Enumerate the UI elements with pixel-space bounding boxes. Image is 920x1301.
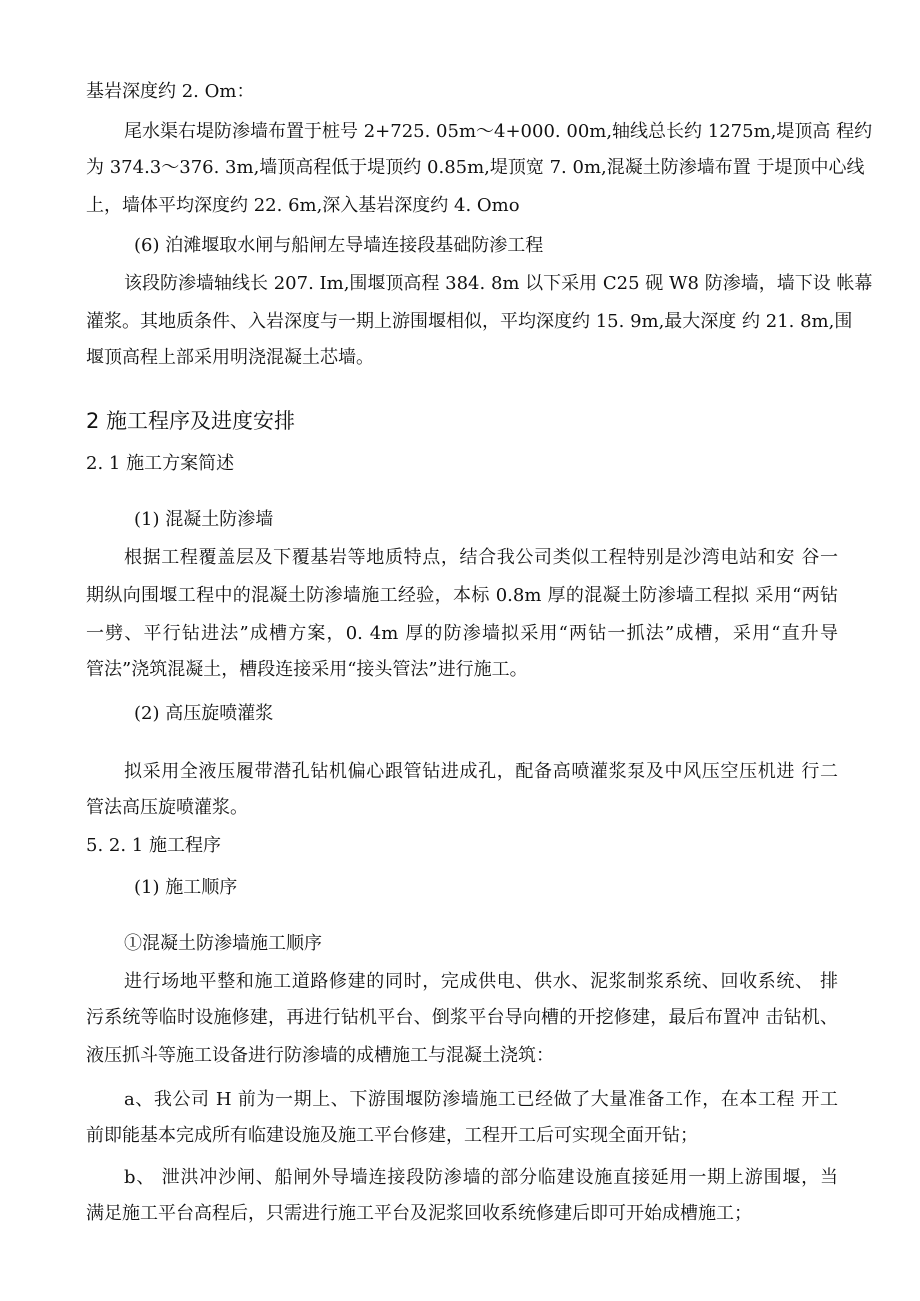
text-line: 堰顶高程上部采用明浇混凝土芯墙。	[86, 347, 374, 368]
text-line: ①混凝土防渗墙施工顺序	[124, 933, 322, 954]
list-item-heading: (2) 高压旋喷灌浆	[134, 703, 274, 724]
text-line: 基岩深度约 2. Om：	[86, 81, 255, 102]
text-line: 为 374.3～376. 3m,墙顶高程低于堤顶约 0.85m,堤顶宽 7. 0m,混凝土防渗墙布置 于堤顶中心线	[86, 157, 865, 178]
section-heading: 2 施工程序及进度安排	[86, 409, 296, 433]
list-item-heading: (6) 泊滩堰取水闸与船闸左导墙连接段基础防渗工程	[134, 235, 544, 256]
list-item-heading: (1) 施工顺序	[134, 877, 238, 898]
text-line: 灌浆。其地质条件、入岩深度与一期上游围堰相似，平均深度约 15. 9m,最大深度 约 21. 8m,围	[86, 311, 853, 332]
text-line: 拟采用全液压履带潜孔钻机偏心跟管钻进成孔，配备高喷灌浆泵及中风压空压机进 行二	[124, 761, 838, 782]
text-line: 根据工程覆盖层及下覆基岩等地质特点，结合我公司类似工程特别是沙湾电站和安 谷一	[124, 547, 838, 568]
list-item-heading: (1) 混凝土防渗墙	[134, 509, 274, 530]
text-line: 满足施工平台高程后，只需进行施工平台及泥浆回收系统修建后即可开始成槽施工；	[86, 1203, 752, 1224]
subsection-heading: 2. 1 施工方案简述	[86, 453, 235, 474]
text-line: 尾水渠右堤防渗墙布置于桩号 2+725. 05m～4+000. 00m,轴线总长约 1275m,堤顶高 程约	[124, 121, 873, 142]
text-line: 一劈、平行钻进法”成槽方案，0. 4m 厚的防渗墙拟采用“两钻一抓法”成槽，采用“直升导	[86, 623, 838, 644]
text-line: b、 泄洪冲沙闸、船闸外导墙连接段防渗墙的部分临建设施直接延用一期上游围堰，当	[124, 1167, 838, 1188]
text-line: 液压抓斗等施工设备进行防渗墙的成槽施工与混凝土浇筑：	[86, 1045, 554, 1066]
text-line: 管法”浇筑混凝土，槽段连接采用“接头管法”进行施工。	[86, 659, 528, 680]
subsection-heading: 5. 2. 1 施工程序	[86, 835, 221, 856]
text-line: 前即能基本完成所有临建设施及施工平台修建，工程开工后可实现全面开钻；	[86, 1125, 698, 1146]
text-line: 期纵向围堰工程中的混凝土防渗墙施工经验，本标 0.8m 厚的混凝土防渗墙工程拟 采用“两钻	[86, 585, 838, 606]
text-line: 管法高压旋喷灌浆。	[86, 797, 248, 818]
text-line: 污系统等临时设施修建，再进行钻机平台、倒浆平台导向槽的开挖修建，最后布置冲 击钻机、	[86, 1007, 838, 1028]
text-line: 进行场地平整和施工道路修建的同时，完成供电、供水、泥浆制浆系统、回收系统、 排	[124, 971, 838, 992]
text-line: 该段防渗墙轴线长 207. Im,围堰顶高程 384. 8m 以下采用 C25 砚 W8 防渗墙，墙下设 帐幕	[124, 273, 873, 294]
text-line: a、我公司 H 前为一期上、下游围堰防渗墙施工已经做了大量准备工作，在本工程 开工	[124, 1089, 838, 1110]
text-line: 上，墙体平均深度约 22. 6m,深入基岩深度约 4. Omo	[86, 195, 520, 216]
